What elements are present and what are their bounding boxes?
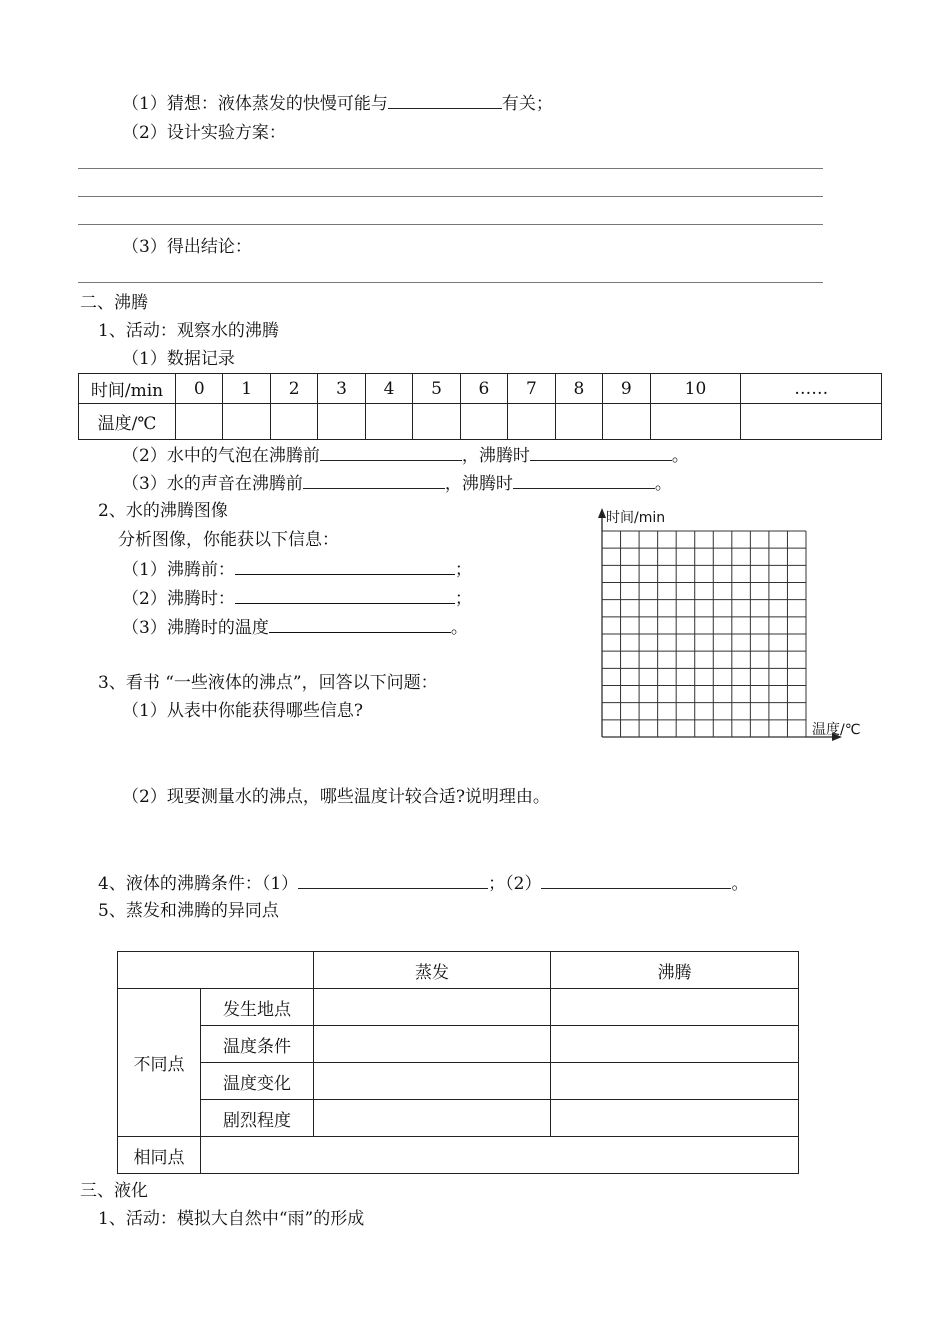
section-heading: 二、沸腾 [80, 293, 148, 313]
temp-cell[interactable] [741, 404, 882, 440]
design-label: （2）设计实验方案： [122, 123, 286, 143]
time-cell: 3 [318, 374, 365, 404]
graph-intro: 分析图像，你能获以下信息： [118, 530, 339, 550]
blank[interactable] [235, 558, 455, 575]
time-cell: 0 [176, 374, 223, 404]
temp-cell[interactable] [223, 404, 270, 440]
sound-line: （3）水的声音在沸腾前 ，沸腾时 。 [122, 474, 672, 494]
grid-svg [592, 505, 872, 745]
answer-cell[interactable] [314, 989, 551, 1026]
section-heading: 三、液化 [80, 1181, 148, 1201]
temp-line: （3）沸腾时的温度 。 [122, 618, 468, 638]
col-evaporation: 蒸发 [314, 952, 551, 989]
blank[interactable] [320, 444, 462, 461]
row-label: 温度条件 [201, 1026, 314, 1063]
temp-cell[interactable] [365, 404, 412, 440]
row-label: 发生地点 [201, 989, 314, 1026]
x-axis-label: 温度/℃ [812, 722, 861, 738]
answer-cell[interactable] [201, 1137, 799, 1174]
temp-cell[interactable] [460, 404, 507, 440]
activity-title: 1、活动：观察水的沸腾 [98, 321, 279, 341]
temp-cell[interactable] [413, 404, 460, 440]
activity-title: 1、活动：模拟大自然中“雨”的形成 [98, 1209, 365, 1229]
guess-line: （1）猜想：液体蒸发的快慢可能与 有关； [122, 94, 553, 114]
time-label: 时间/min [79, 374, 176, 404]
answer-cell[interactable] [551, 1026, 799, 1063]
time-cell: 7 [508, 374, 555, 404]
temp-cell[interactable] [650, 404, 741, 440]
temp-cell[interactable] [555, 404, 602, 440]
during-line: （2）沸腾时： ； [122, 589, 472, 609]
bubbles-line: （2）水中的气泡在沸腾前 ，沸腾时 。 [122, 446, 689, 466]
answer-line[interactable] [78, 224, 823, 225]
blank[interactable] [303, 472, 445, 489]
row-label: 温度变化 [201, 1063, 314, 1100]
time-cell: …… [741, 374, 882, 404]
answer-cell[interactable] [551, 989, 799, 1026]
blank[interactable] [513, 472, 655, 489]
blank[interactable] [541, 872, 731, 889]
same-label: 相同点 [118, 1137, 201, 1174]
time-cell: 4 [365, 374, 412, 404]
blank[interactable] [530, 444, 672, 461]
answer-cell[interactable] [314, 1063, 551, 1100]
question-2: （2）现要测量水的沸点，哪些温度计较合适?说明理由。 [122, 787, 550, 807]
boiling-graph[interactable] [592, 505, 872, 745]
temp-label: 温度/℃ [79, 404, 176, 440]
answer-line[interactable] [78, 282, 823, 283]
y-arrow-icon [598, 508, 606, 518]
blank[interactable] [269, 616, 451, 633]
temp-cell[interactable] [176, 404, 223, 440]
answer-cell[interactable] [551, 1100, 799, 1137]
blank[interactable] [298, 872, 488, 889]
compare-title: 5、蒸发和沸腾的异同点 [98, 901, 279, 921]
conclusion-label: （3）得出结论： [122, 237, 252, 257]
book-question: 3、看书 “一些液体的沸点”，回答以下问题： [98, 673, 438, 693]
y-axis-label: 时间/min [606, 510, 666, 526]
time-cell: 2 [270, 374, 317, 404]
corner-cell [118, 952, 314, 989]
temp-cell[interactable] [603, 404, 650, 440]
time-cell: 10 [650, 374, 741, 404]
compare-table [117, 951, 799, 1174]
before-line: （1）沸腾前： ； [122, 560, 472, 580]
question-1: （1）从表中你能获得哪些信息? [122, 701, 363, 721]
time-cell: 9 [603, 374, 650, 404]
answer-line[interactable] [78, 168, 823, 169]
data-table [78, 373, 882, 440]
answer-line[interactable] [78, 196, 823, 197]
answer-cell[interactable] [314, 1100, 551, 1137]
answer-cell[interactable] [314, 1026, 551, 1063]
conditions-line: 4、液体的沸腾条件：（1） ；（2） 。 [98, 874, 749, 894]
time-cell: 5 [413, 374, 460, 404]
time-cell: 1 [223, 374, 270, 404]
col-boiling: 沸腾 [551, 952, 799, 989]
temp-cell[interactable] [318, 404, 365, 440]
data-record-label: （1）数据记录 [122, 349, 235, 369]
time-cell: 8 [555, 374, 602, 404]
row-label: 剧烈程度 [201, 1100, 314, 1137]
answer-cell[interactable] [551, 1063, 799, 1100]
time-cell: 6 [460, 374, 507, 404]
diff-label: 不同点 [118, 989, 201, 1137]
temp-cell[interactable] [508, 404, 555, 440]
guess-blank[interactable] [388, 92, 502, 109]
blank[interactable] [235, 587, 455, 604]
temp-cell[interactable] [270, 404, 317, 440]
graph-title: 2、水的沸腾图像 [98, 501, 228, 521]
